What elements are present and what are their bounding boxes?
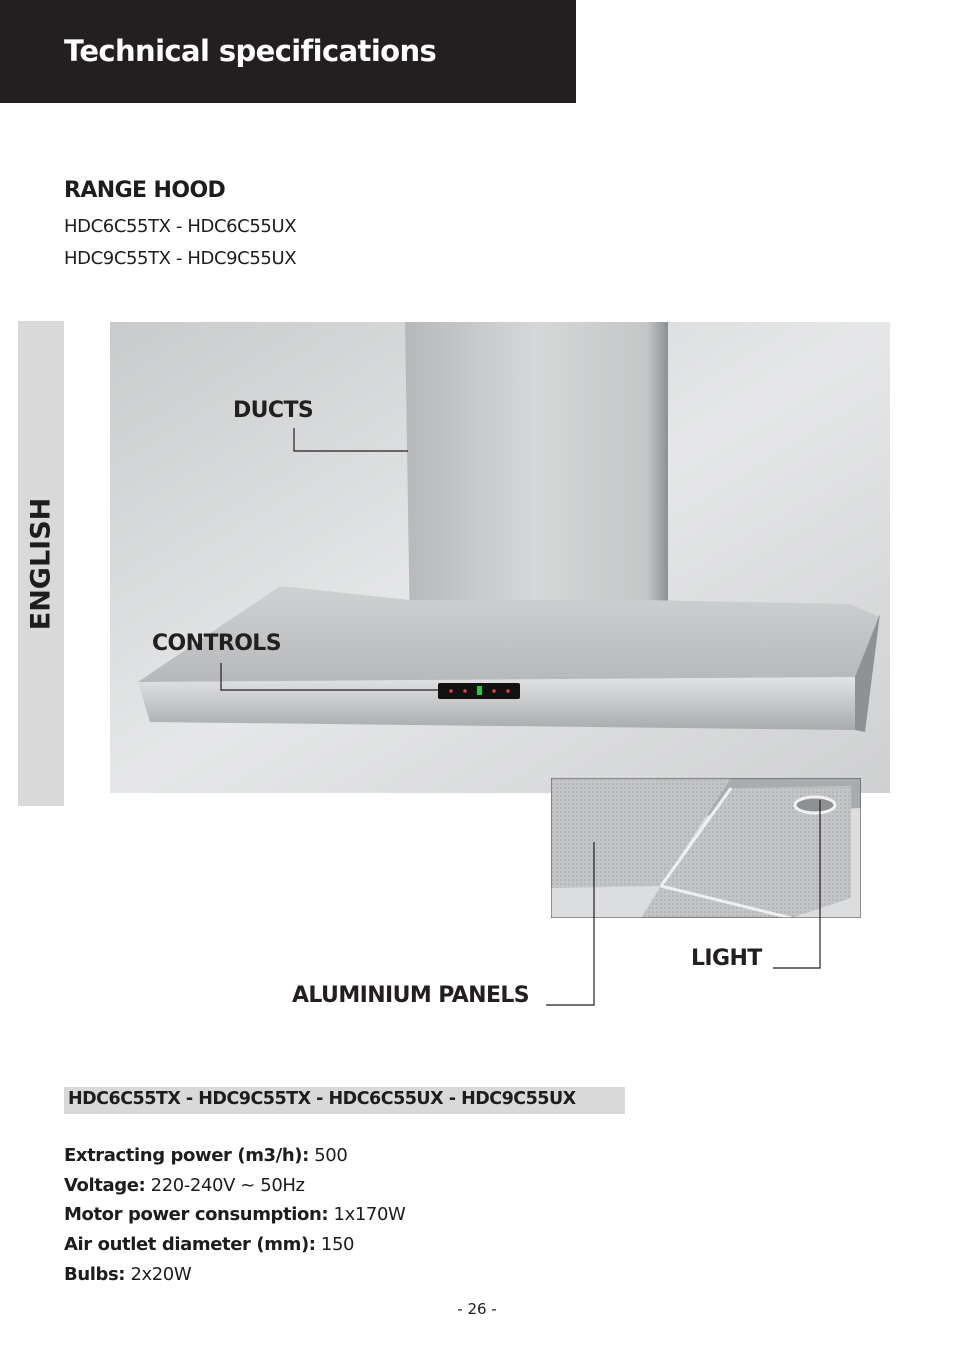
- spec-label: Extracting power (m3/h):: [64, 1145, 309, 1166]
- spec-label: Motor power consumption:: [64, 1204, 329, 1225]
- spec-row-air-outlet: [64, 1234, 354, 1255]
- model-list: HDC6C55TX - HDC9C55TX - HDC6C55UX - HDC9C55UX: [68, 1089, 576, 1109]
- spec-row-motor-power: [64, 1204, 405, 1225]
- callout-aluminium-panels: ALUMINIUM PANELS: [292, 983, 530, 1008]
- model-line-1: HDC6C55TX - HDC6C55UX: [64, 216, 297, 237]
- filter-panels-photo: [551, 778, 861, 918]
- spec-row-extracting-power: [64, 1145, 347, 1166]
- callout-light: LIGHT: [691, 946, 762, 971]
- callout-controls: CONTROLS: [152, 631, 281, 656]
- spec-value: 1x170W: [333, 1204, 406, 1225]
- page-number: - 26 -: [457, 1300, 497, 1318]
- language-label: ENGLISH: [25, 497, 57, 630]
- spec-label: Air outlet diameter (mm):: [64, 1234, 316, 1255]
- callout-ducts: DUCTS: [233, 398, 314, 423]
- spec-row-voltage: [64, 1175, 305, 1196]
- spec-value: 500: [314, 1145, 348, 1166]
- product-title: RANGE HOOD: [64, 178, 226, 203]
- range-hood-photo: [110, 322, 890, 793]
- model-line-2: HDC9C55TX - HDC9C55UX: [64, 248, 297, 269]
- page-title: Technical specifications: [64, 34, 437, 68]
- spec-value: 150: [320, 1234, 355, 1255]
- spec-value: 220-240V ~ 50Hz: [150, 1175, 305, 1196]
- spec-value: 2x20W: [130, 1264, 192, 1285]
- spec-label: Voltage:: [64, 1175, 146, 1196]
- model-list-band: [64, 1087, 625, 1114]
- spec-row-bulbs: [64, 1264, 191, 1285]
- language-tab: [18, 321, 64, 806]
- spec-label: Bulbs:: [64, 1264, 126, 1285]
